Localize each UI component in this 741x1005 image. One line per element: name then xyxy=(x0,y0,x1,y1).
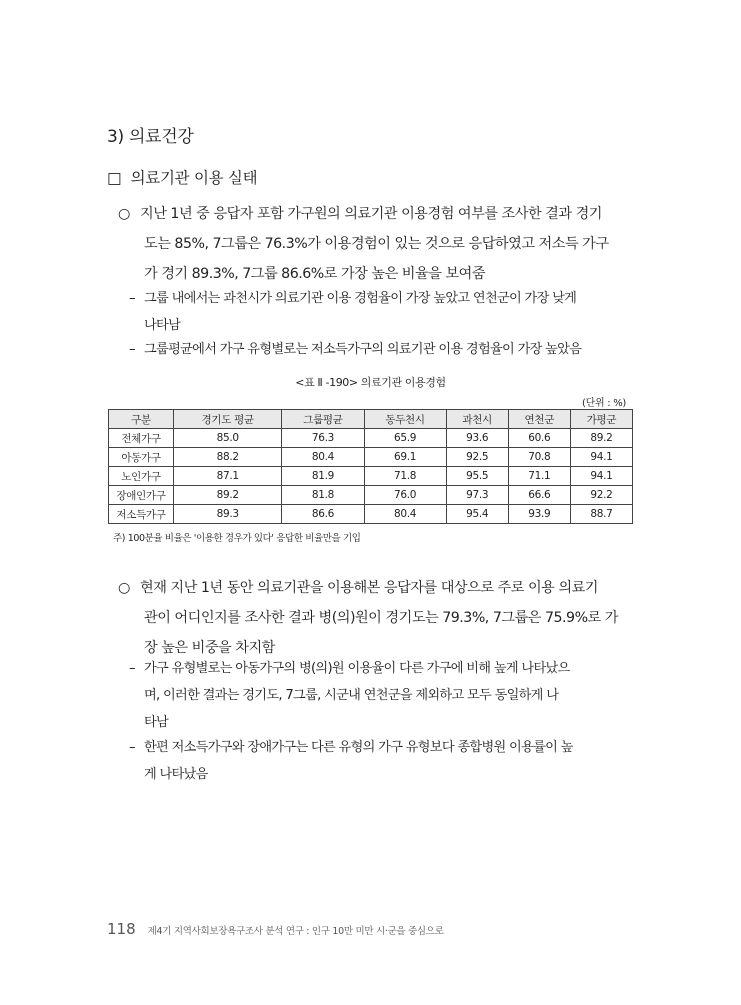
row-label: 전체가구 xyxy=(109,429,174,448)
footer-text: 제4기 지역사회보장욕구조사 분석 연구 : 인구 10만 미만 시·군을 중심으로 xyxy=(147,926,444,937)
sub-point-line: 그룹 내에서는 과천시가 의료기관 이용 경험율이 가장 높았고 연천군이 가장 낮게 xyxy=(144,291,577,306)
table-cell: 94.1 xyxy=(570,467,632,486)
table-row xyxy=(109,448,633,467)
table-cell: 81.8 xyxy=(282,486,364,505)
table-cell: 88.2 xyxy=(174,448,282,467)
sub-point-3 xyxy=(107,655,637,736)
table-cell: 70.8 xyxy=(508,448,570,467)
table-cell: 80.4 xyxy=(364,505,446,524)
table-cell: 65.9 xyxy=(364,429,446,448)
table-cell: 88.7 xyxy=(570,505,632,524)
table-cell: 76.0 xyxy=(364,486,446,505)
subsection-title xyxy=(107,166,257,188)
table-header-cell: 그룹평균 xyxy=(282,410,364,429)
dash-bullet-icon: – xyxy=(129,740,135,755)
row-label: 아동가구 xyxy=(109,448,174,467)
paragraph-2 xyxy=(107,573,637,663)
table-cell: 76.3 xyxy=(282,429,364,448)
sub-point-line: 게 나타났음 xyxy=(144,767,208,782)
table-row xyxy=(109,467,633,486)
sub-point-line: 가구 유형별로는 아동가구의 병(의)원 이용율이 다른 가구에 비해 높게 나타났으 xyxy=(144,661,570,676)
circle-bullet-icon: ○ xyxy=(118,580,130,596)
table-note: 주) 100분율 비율은 '이용한 경우가 있다' 응답한 비율만을 기입 xyxy=(113,533,361,544)
table-cell: 97.3 xyxy=(446,486,508,505)
table-cell: 93.6 xyxy=(446,429,508,448)
square-bullet-icon: □ xyxy=(107,169,122,187)
table-cell: 95.5 xyxy=(446,467,508,486)
section-title: 3) 의료건강 xyxy=(107,127,194,147)
table-header-cell: 경기도 평균 xyxy=(174,410,282,429)
table-cell: 60.6 xyxy=(508,429,570,448)
table-cell: 71.8 xyxy=(364,467,446,486)
sub-point-line: 타남 xyxy=(144,715,169,730)
table-header-cell: 과천시 xyxy=(446,410,508,429)
sub-point-line: 한편 저소득가구와 장애가구는 다른 유형의 가구 유형보다 종합병원 이용률이 높 xyxy=(144,740,573,755)
table-cell: 71.1 xyxy=(508,467,570,486)
medical-usage-table xyxy=(108,409,633,524)
row-label: 장애인가구 xyxy=(109,486,174,505)
table-cell: 86.6 xyxy=(282,505,364,524)
table-header-cell: 연천군 xyxy=(508,410,570,429)
dash-bullet-icon: – xyxy=(129,661,135,676)
table-row xyxy=(109,429,633,448)
table-cell: 93.9 xyxy=(508,505,570,524)
dash-bullet-icon: – xyxy=(129,342,135,357)
circle-bullet-icon: ○ xyxy=(118,206,130,222)
table-cell: 81.9 xyxy=(282,467,364,486)
table-cell: 89.3 xyxy=(174,505,282,524)
paragraph-line: 관이 어디인지를 조사한 결과 병(의)원이 경기도는 79.3%, 7그룹은 75.9%로 가 xyxy=(144,610,618,626)
table-cell: 92.2 xyxy=(570,486,632,505)
table-header-cell: 동두천시 xyxy=(364,410,446,429)
table-header-row xyxy=(109,410,633,429)
paragraph-1 xyxy=(107,199,637,289)
sub-point-2 xyxy=(107,336,637,363)
paragraph-line: 도는 85%, 7그룹은 76.3%가 이용경험이 있는 것으로 응답하였고 저소득 가구 xyxy=(144,236,609,252)
sub-point-line: 며, 이러한 결과는 경기도, 7그룹, 시군내 연천군을 제외하고 모두 동일하게 나 xyxy=(144,688,559,703)
table-row xyxy=(109,505,633,524)
table-cell: 69.1 xyxy=(364,448,446,467)
table-cell: 95.4 xyxy=(446,505,508,524)
row-label: 저소득가구 xyxy=(109,505,174,524)
paragraph-line: 가 경기 89.3%, 7그룹 86.6%로 가장 높은 비율을 보여줌 xyxy=(144,266,486,282)
table-row xyxy=(109,486,633,505)
table-cell: 94.1 xyxy=(570,448,632,467)
table-cell: 87.1 xyxy=(174,467,282,486)
table-caption: <표 Ⅱ -190> 의료기관 이용경험 xyxy=(295,376,446,389)
table-cell: 89.2 xyxy=(570,429,632,448)
table-unit: (단위 : %) xyxy=(582,398,626,409)
dash-bullet-icon: – xyxy=(129,291,135,306)
table-header-cell: 구분 xyxy=(109,410,174,429)
paragraph-line: 현재 지난 1년 동안 의료기관을 이용해본 응답자를 대상으로 주로 이용 의료기 xyxy=(140,580,598,596)
sub-point-4 xyxy=(107,734,637,788)
sub-point-1 xyxy=(107,285,637,339)
table-cell: 85.0 xyxy=(174,429,282,448)
page-number: 118 xyxy=(107,920,136,938)
table-cell: 89.2 xyxy=(174,486,282,505)
table-cell: 80.4 xyxy=(282,448,364,467)
table-cell: 66.6 xyxy=(508,486,570,505)
paragraph-line: 지난 1년 중 응답자 포함 가구원의 의료기관 이용경험 여부를 조사한 결과 경기 xyxy=(140,206,602,222)
subsection-title-text: 의료기관 이용 실태 xyxy=(130,169,258,187)
sub-point-line: 그룹평균에서 가구 유형별로는 저소득가구의 의료기관 이용 경험율이 가장 높았음 xyxy=(144,342,582,357)
row-label: 노인가구 xyxy=(109,467,174,486)
page-footer xyxy=(107,920,444,938)
table-cell: 92.5 xyxy=(446,448,508,467)
table-header-cell: 가평군 xyxy=(570,410,632,429)
paragraph-line: 장 높은 비중을 차지함 xyxy=(144,640,275,656)
sub-point-line: 나타남 xyxy=(144,318,181,333)
